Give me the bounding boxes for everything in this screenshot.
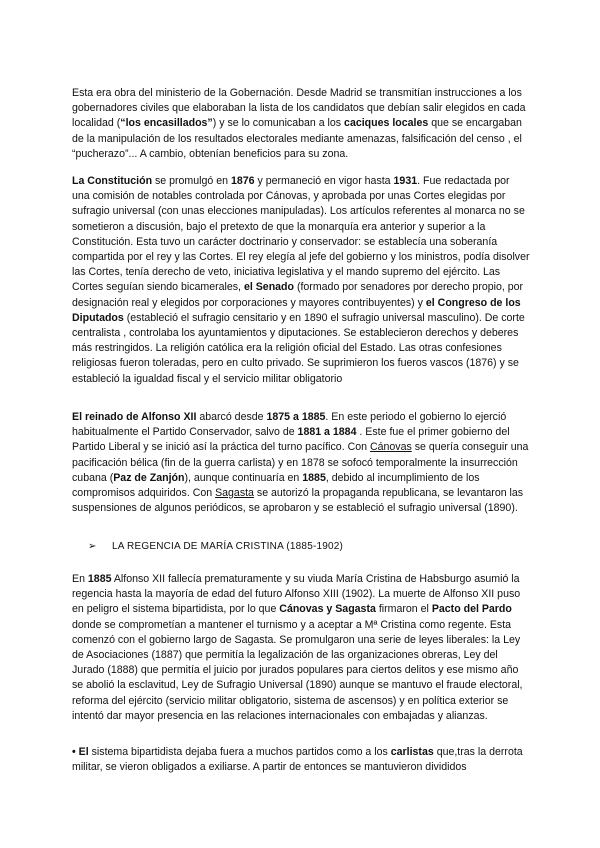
bold-reinado-alfonso-xii: El reinado de Alfonso XII: [72, 411, 197, 423]
bold-el-senado: el Senado: [243, 281, 294, 294]
text-run: se promulgó en: [152, 175, 231, 187]
text-run: se quería conseguir una pacificación bélica (fin de la guerra carlista) y en 1878 se sofocó temporalmente la insurrección cubana (: [72, 441, 529, 484]
bold-congreso-diputados: el Congreso de los Diputados: [72, 296, 521, 324]
text-run: . En este periodo el gobierno lo ejerció habitualmente el Partido Conservador, salvo de: [72, 411, 507, 439]
text-run: se autorizó la propaganda republicana, se levantaron las suspensiones de algunos periódicos, se aprobaron y se estableció el sufragio universal (1890).: [72, 487, 524, 515]
text-run: , debido al incumplimiento de los compromisos adquiridos. Con: [72, 471, 480, 500]
paragraph-alfonso-xii: [72, 410, 530, 516]
paragraph-constitucion: [72, 174, 530, 387]
bold-1885: 1885: [87, 573, 112, 585]
bold-caciques-locales: caciques locales: [344, 117, 429, 130]
bold-bullet-el: • El: [72, 746, 89, 758]
text-run: abarcó desde: [196, 411, 267, 423]
bold-1875-1885: 1875 a 1885: [266, 411, 326, 423]
text-run: ) y se lo comunicaban a los: [212, 117, 345, 130]
text-run: (estableció el sufragio censitario y en 1890 el sufragio universal masculino). De corte centralista , controlaba los ayuntamientos y diputaciones. Se establecieron derechos y deberes más restringidos. La religión católica era la religión oficial del Estado. Las otras confesiones religiosas fueron toleradas, pero en culto privado. Se suprimieron los fueros vascos (1876) y se estableció la igualdad fiscal y el servicio militar obligatorio: [72, 311, 525, 385]
text-run: Alfonso XII fallecía prematuramente y su viuda María Cristina de Habsburgo asumió la regencia hasta la mayoría de edad del futuro Alfonso XIII (1902). La muerte de Alfonso XII puso en peligro el sistema bipartidista, por lo que: [72, 573, 521, 616]
text-run: firmaron el: [375, 603, 432, 616]
paragraph-bipartidismo: [72, 745, 530, 775]
text-run: . Este fue el primer gobierno del Partido Liberal y se inició así la práctica del turno pacífico. Con: [72, 426, 510, 454]
paragraph-gobernacion: [72, 86, 530, 162]
text-run: que,tras la derrota militar, se vieron obligados a exiliarse. A partir de entonces se mantuvieron divididos: [72, 746, 523, 774]
bold-paz-zanjon: Paz de Zanjón: [113, 471, 185, 484]
bold-los-encasillados: “los encasillados”: [120, 117, 213, 130]
arrow-bullet-icon: ➢: [88, 541, 97, 552]
bold-canovas-sagasta: Cánovas y Sagasta: [279, 603, 376, 616]
text-run: que se encargaban de la manipulación de los resultados electorales mediante amenazas, falsificación del censo , el “pucherazo”... A cambio, obtenían beneficios para su zona.: [72, 117, 522, 160]
section-heading-regencia: [88, 540, 343, 554]
section-heading-text: LA REGENCIA DE MARÍA CRISTINA (1885-1902): [112, 541, 344, 552]
text-run: Esta era obra del ministerio de la Gobernación. Desde Madrid se transmitían instrucciones a los gobernadores civiles que elaboraban la lista de los candidatos que debían salir elegidos en cada localidad (: [72, 87, 526, 130]
bold-pacto-pardo: Pacto del Pardo: [431, 603, 512, 616]
text-run: En: [72, 573, 88, 585]
text-run: (formado por senadores por derecho propio, por designación real y elegidos por corporaciones y mayores contribuyentes) y: [72, 281, 524, 309]
bold-1931: 1931: [393, 175, 418, 187]
paragraph-regencia: [72, 572, 530, 724]
underlined-canovas: Cánovas: [369, 441, 412, 454]
text-run: y permaneció en vigor hasta: [254, 175, 394, 187]
bold-1885: 1885: [302, 471, 326, 484]
text-run: ), aunque continuaría en: [184, 471, 303, 484]
text-run: . Fue redactada por una comisión de notables controlada por Cánovas, y aprobada por unas Cortes elegidas por sufragio universal (con unas elecciones manipuladas). Los artículos referentes al monarca no se sometieron a discusión, bajo el pretexto de que la monarquía era anterior y superior a la Constitución. Esta tuvo un carácter doctrinario y conservador: se establecía una soberanía compartida por el rey y las Cortes. El rey elegía al jefe del gobierno y los ministros, podía disolver las Cortes, tenía derecho de veto, iniciativa legislativa y el mando supremo del ejército. Las Cortes seguían siendo bicamerales,: [72, 175, 530, 294]
bold-carlistas: carlistas: [390, 746, 434, 758]
text-run: donde se comprometían a mantener el turnismo y a aceptar a Mª Cristina como regente. Esta comenzó con el gobierno largo de Sagasta. Se promulgaron una serie de leyes liberales: la Ley de Asociaciones (1887) que permitía la legalización de las organizaciones obreras, Ley del Jurado (1888) que permitía el juicio por jurados populares para ciertos delitos y ese mismo año se abolió la esclavitud, Ley de Sufragio Universal (1890) aunque se mantuvo el fraude electoral, reforma del ejército (servicio militar obligatorio, sistema de ascensos) y en política exterior se intentó dar mayor presencia en las relaciones internacionales con embajadas y alianzas.: [72, 618, 523, 722]
text-run: sistema bipartidista dejaba fuera a muchos partidos como a los: [88, 746, 391, 758]
underlined-sagasta: Sagasta: [215, 487, 254, 500]
bold-1876: 1876: [230, 175, 255, 187]
bold-1881-1884: 1881 a 1884: [297, 426, 357, 439]
bold-la-constitucion: La Constitución: [72, 175, 153, 187]
